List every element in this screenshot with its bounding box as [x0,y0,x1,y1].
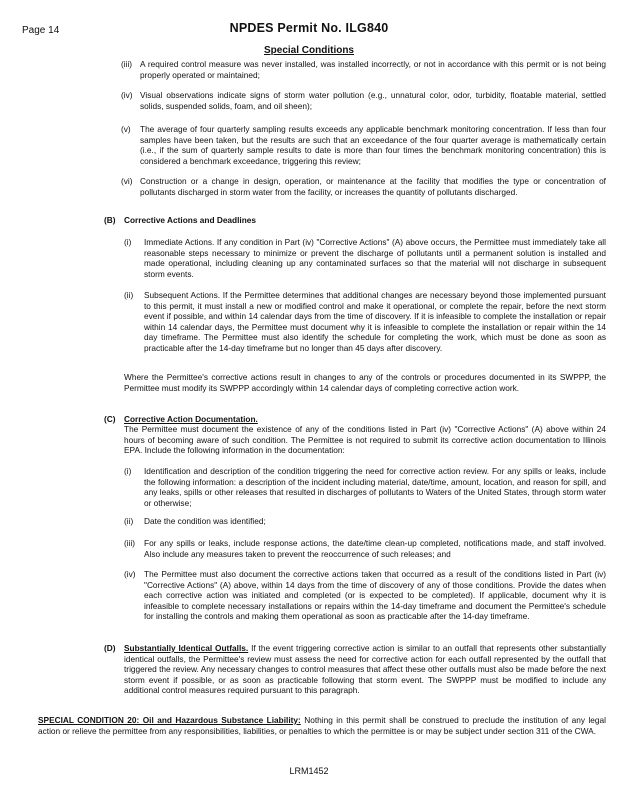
list-item: Visual observations indicate signs of storm water pollution (e.g., unnatural color, odor, turbidity, floatable material, settled solids, suspended solids, foam, and oil sheen); [140,90,606,111]
list-item: Immediate Actions. If any condition in Part (iv) "Corrective Actions" (A) above occurs, the Permittee must immediately take all reasonable steps necessary to minimize or prevent the discharge of pollutants until a permanent solution is installed and made operational, including cleaning up any contaminated surfaces so that the material will not discharge in subsequent storm events. [144,237,606,279]
section-title: Special Conditions [263,45,354,56]
list-item: The Permittee must also document the corrective actions taken that occurred as a result of the conditions listed in Part (iv) "Corrective Actions" (A) above, within 14 days from the time of discovery of any of those conditions. Provide the dates when each corrective action was initiated and completed (or is expected to be completed). If applicable, document why it is infeasible to complete necessary installations or repairs within the 14-day timeframe and document the Permittee's schedule for installing the controls and making them operational as soon as practicable after the 14-day timeframe. [144,569,606,622]
section-marker: (B) [104,215,116,225]
section-heading: Corrective Actions and Deadlines [124,215,257,225]
paragraph [124,643,606,696]
page-number: Page 14 [22,25,60,36]
document-code: LRM1452 [289,766,329,776]
section-marker: (D) [104,643,116,653]
special-condition-heading: SPECIAL CONDITION 20: Oil and Hazardous Substance Liability: [38,715,301,725]
item-marker: (iii) [124,538,136,548]
item-marker: (i) [124,237,132,247]
item-marker: (iv) [124,569,136,579]
paragraph-body: If the event triggering corrective action is similar to an outfall that represents other substantially identical outfalls, the Permittee's review must assess the need for corrective action for each outfall represented by the outfall that triggered the review. Any necessary changes to control measures that affect these other outfalls must also be made before the next storm event if possible, or as soon as practicable following that storm event. The SWPPP must be modified to include any additional control measures required pursuant to this paragraph. [124,643,606,696]
list-item: Subsequent Actions. If the Permittee determines that additional changes are necessary beyond those implemented pursuant to this permit, it must install a new or modified control and make it operational, or complete the repair, before the next storm event if possible, and within 14 calendar days from the time of discovery. If it is infeasible to complete the installation or repair within 14 calendar days, the Permittee must document why it is infeasible to complete the installation or repair within the 14 day timeframe. The Permittee must also identify the schedule for completing the work, which must be done as soon as practicable after the 14-day timeframe but no longer than 45 days after discovery. [144,290,606,353]
paragraph: Where the Permittee's corrective actions result in changes to any of the controls or procedures documented in its SWPPP, the Permittee must modify its SWPPP accordingly within 14 calendar days of completing corrective action work. [124,372,606,393]
section-marker: (C) [104,414,116,424]
list-item: Construction or a change in design, operation, or maintenance at the facility that modifies the type or concentration of pollutants discharged in storm water from the facility, or increases the quantity of pollutants discharged. [140,176,606,197]
item-marker: (vi) [121,176,133,186]
special-condition-20 [38,715,606,736]
item-marker: (v) [121,124,131,134]
paragraph: The Permittee must document the existence of any of the conditions listed in Part (iv) "Corrective Actions" (A) above within 24 hours of becoming aware of such condition. The Permittee is not required to submit its corrective action documentation to Illinois EPA. Include the following information in the documentation: [124,424,606,456]
item-marker: (ii) [124,516,134,526]
special-condition-body: Nothing in this permit shall be construed to preclude the institution of any legal action or relieve the permittee from any responsibilities, liabilities, or penalties to which the permittee is or may be subject under section 311 of the CWA. [38,715,606,736]
permit-title: NPDES Permit No. ILG840 [229,21,389,35]
item-marker: (i) [124,466,132,476]
item-marker: (ii) [124,290,134,300]
list-item: The average of four quarterly sampling results exceeds any applicable benchmark monitoring concentration. If less than four samples have been taken, but the results are such that an exceedance of the four quarter average is mathematically certain (i.e., if the sum of quarterly sample results to date is more than four times the benchmark monitoring concentration) this is considered a benchmark exceedance, triggering this review; [140,124,606,166]
list-item: For any spills or leaks, include response actions, the date/time clean-up completed, notifications made, and staff involved. Also include any measures taken to prevent the reoccurrence of such releases; and [144,538,606,559]
item-marker: (iv) [121,90,133,100]
section-heading: Corrective Action Documentation. [124,414,258,424]
list-item: A required control measure was never installed, was installed incorrectly, or not in accordance with this permit or is not being properly operated or maintained; [140,59,606,80]
item-marker: (iii) [121,59,133,69]
list-item: Date the condition was identified; [144,516,266,526]
section-heading: Substantially Identical Outfalls. [124,643,249,653]
list-item: Identification and description of the condition triggering the need for corrective action review. For any spills or leaks, include the following information: a description of the incident including material, date/time, amount, location, and reason for spill, and any leaks, spills or other releases that resulted in discharges of pollutants to Waters of the United States, through storm water or otherwise; [144,466,606,508]
